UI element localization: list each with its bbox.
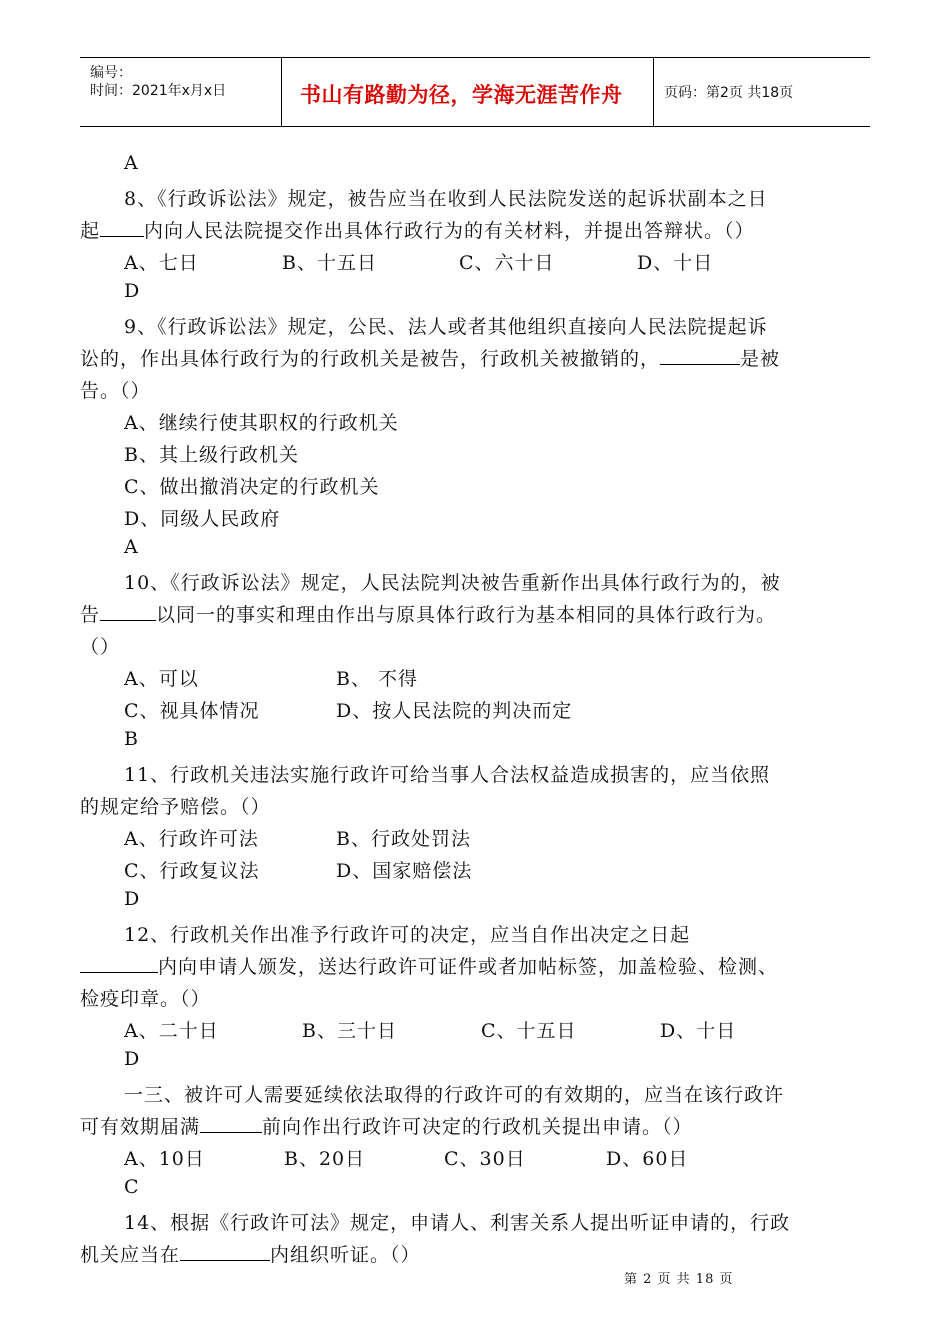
q13-answer: C <box>124 1176 140 1198</box>
q9-option-d: D、同级人民政府 <box>124 508 281 530</box>
page-header <box>80 57 870 127</box>
q8-answer: D <box>124 280 141 302</box>
q12-line1: 12、行政机关作出准予行政许可的决定，应当自作出决定之日起 <box>124 924 691 946</box>
q9-blank <box>660 346 740 365</box>
page-footer: 第 2 页 共 18 页 <box>624 1272 734 1287</box>
q12-options <box>124 1016 824 1040</box>
q10-answer: B <box>124 728 139 750</box>
q10-options-row1 <box>124 664 824 688</box>
q13-line1: 一三、被许可人需要延续依法取得的行政许可的有效期的，应当在该行政许 <box>124 1084 785 1106</box>
q13-option-d: D、60日 <box>606 1148 689 1170</box>
q10-option-b: B、 不得 <box>336 668 419 690</box>
q10-line2-pre: 告 <box>80 604 101 626</box>
date-label: 时间：2021年x月x日 <box>90 83 227 99</box>
header-motto: 书山有路勤为径，学海无涯苦作舟 <box>300 83 623 107</box>
q9-option-b: B、其上级行政机关 <box>124 444 299 466</box>
q14-line1: 14、根据《行政许可法》规定，申请人、利害关系人提出听证申请的，行政 <box>124 1212 791 1234</box>
q10-line3: （） <box>80 636 121 658</box>
q8-line2-post: 内向人民法院提交作出具体行政行为的有关材料，并提出答辩状。（） <box>144 220 755 242</box>
q12-line2-post: 内向申请人颁发，送达行政许可证件或者加帖标签，加盖检验、检测、 <box>158 956 779 978</box>
q8-option-a: A、七日 <box>124 252 199 274</box>
q8-option-d: D、十日 <box>637 252 714 274</box>
q12-option-c: C、十五日 <box>481 1020 577 1042</box>
q11-options-row2 <box>124 856 824 880</box>
serial-label: 编号： <box>90 65 132 81</box>
q10-options-row2 <box>124 696 824 720</box>
q12-line3: 检疫印章。（） <box>80 988 211 1010</box>
q8-line1: 8、《行政诉讼法》规定，被告应当在收到人民法院发送的起诉状副本之日 <box>124 188 768 210</box>
q10-option-d: D、按人民法院的判决而定 <box>336 700 573 722</box>
q11-options-row1 <box>124 824 824 848</box>
q13-option-a: A、10日 <box>124 1148 205 1170</box>
q13-line2-pre: 可有效期届满 <box>80 1116 201 1138</box>
q10-option-a: A、可以 <box>124 668 199 690</box>
q13-line2-post: 前向作出行政许可决定的行政机关提出申请。（） <box>262 1116 693 1138</box>
q9-line2-post: 是被 <box>740 348 781 370</box>
q9-option-c: C、做出撤消决定的行政机关 <box>124 476 380 498</box>
q12-answer: D <box>124 1048 141 1070</box>
q13-option-c: C、30日 <box>444 1148 526 1170</box>
answer-prev: A <box>124 152 139 174</box>
q12-blank <box>80 954 158 973</box>
q8-options <box>124 248 824 272</box>
q14-line2 <box>80 1240 421 1267</box>
q14-line2-post: 内组织听证。（） <box>270 1244 421 1266</box>
q11-answer: D <box>124 888 141 910</box>
q10-blank <box>100 602 156 621</box>
q13-options <box>124 1144 824 1168</box>
q11-option-a: A、行政许可法 <box>124 828 259 850</box>
q8-option-b: B、十五日 <box>282 252 377 274</box>
q8-option-c: C、六十日 <box>459 252 555 274</box>
q11-line1: 11、行政机关违法实施行政许可给当事人合法权益造成损害的，应当依照 <box>124 764 771 786</box>
q8-blank <box>100 218 144 237</box>
q9-line2 <box>80 344 780 371</box>
q12-line2 <box>80 952 778 979</box>
q12-option-a: A、二十日 <box>124 1020 219 1042</box>
q8-line2 <box>80 216 755 243</box>
q14-blank <box>180 1242 270 1261</box>
header-meta-cell <box>80 58 282 126</box>
q9-answer: A <box>124 536 139 558</box>
q9-option-a: A、继续行使其职权的行政机关 <box>124 412 399 434</box>
q9-line3: 告。（） <box>80 380 151 402</box>
header-page-info: 页码：第2页 共18页 <box>664 85 794 101</box>
q9-line2-pre: 讼的，作出具体行政行为的行政机关是被告，行政机关被撤销的， <box>80 348 661 370</box>
q9-line1: 9、《行政诉讼法》规定，公民、法人或者其他组织直接向人民法院提起诉 <box>124 316 768 338</box>
q10-line2-post: 以同一的事实和理由作出与原具体行政行为基本相同的具体行政行为。 <box>156 604 777 626</box>
q10-line2 <box>80 600 776 627</box>
q11-option-d: D、国家赔偿法 <box>336 860 473 882</box>
q13-blank <box>200 1114 262 1133</box>
header-motto-cell <box>282 58 654 126</box>
q13-option-b: B、20日 <box>284 1148 366 1170</box>
q13-line2 <box>80 1112 693 1139</box>
q12-option-d: D、十日 <box>660 1020 737 1042</box>
header-page-cell <box>654 58 870 126</box>
q10-option-c: C、视具体情况 <box>124 700 260 722</box>
q8-line2-pre: 起 <box>80 220 101 242</box>
q10-line1: 10、《行政诉讼法》规定，人民法院判决被告重新作出具体行政行为的，被 <box>124 572 781 594</box>
q11-option-c: C、行政复议法 <box>124 860 260 882</box>
q14-line2-pre: 机关应当在 <box>80 1244 181 1266</box>
q12-option-b: B、三十日 <box>302 1020 397 1042</box>
q11-option-b: B、行政处罚法 <box>336 828 471 850</box>
q11-line2: 的规定给予赔偿。（） <box>80 796 271 818</box>
